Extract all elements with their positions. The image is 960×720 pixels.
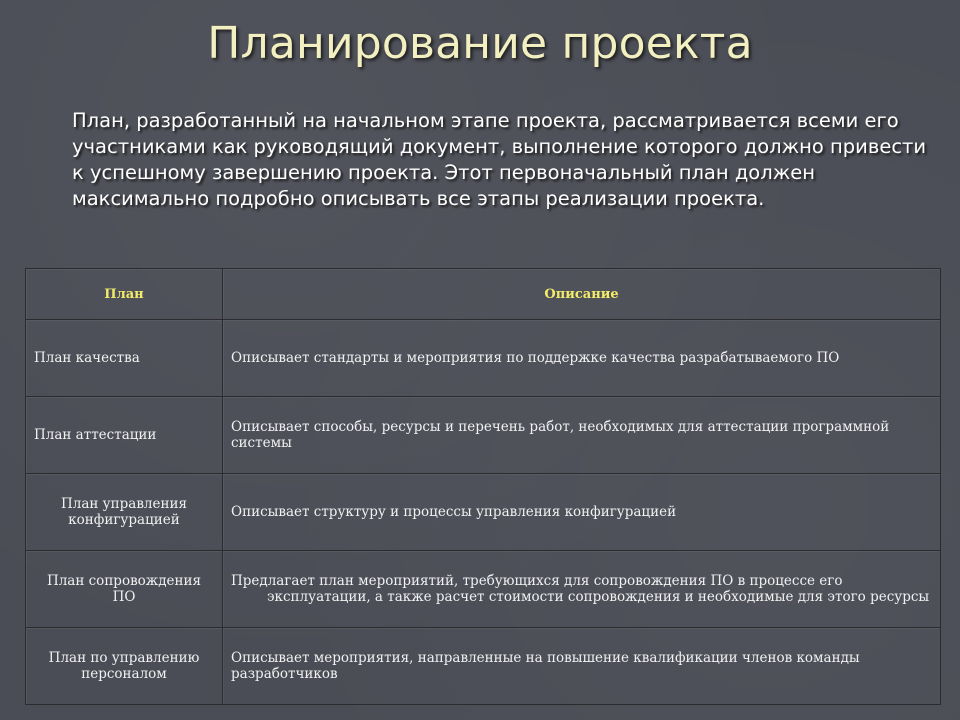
- table-row: [26, 397, 941, 474]
- row-plan-cell: [26, 474, 223, 551]
- table-row: [26, 474, 941, 551]
- header-plan: План: [26, 269, 223, 320]
- table-header-row: [26, 269, 941, 320]
- row-description-cell: [223, 474, 941, 551]
- header-description: Описание: [223, 269, 941, 320]
- row-plan-text: План сопровождения ПО: [46, 573, 202, 605]
- plans-table: [25, 268, 941, 705]
- row-description-text: Предлагает план мероприятий, требующихся для сопровождения ПО в процессе его эксплуатации, а также расчет стоимости сопровождения и необходимые для этого ресурсы: [231, 573, 930, 605]
- row-plan-cell: [26, 628, 223, 705]
- row-description-cell: [223, 397, 941, 474]
- row-description-cell: [223, 320, 941, 397]
- row-description-cell: [223, 551, 941, 628]
- slide-title: Планирование проекта: [207, 18, 753, 69]
- table-row: [26, 320, 941, 397]
- row-plan-cell: [26, 320, 223, 397]
- row-description-cell: [223, 628, 941, 705]
- row-description-text: Описывает стандарты и мероприятия по поддержке качества разрабатываемого ПО: [231, 350, 840, 366]
- row-plan-text: План качества: [34, 350, 140, 366]
- row-plan-cell: [26, 551, 223, 628]
- row-description-text: Описывает способы, ресурсы и перечень работ, необходимых для аттестации программной системы: [231, 419, 890, 451]
- row-plan-cell: [26, 397, 223, 474]
- row-description-text: Описывает структуру и процессы управления конфигурацией: [231, 504, 677, 520]
- row-description-text: Описывает мероприятия, направленные на повышение квалификации членов команды разработчиков: [231, 650, 860, 682]
- table-row: [26, 551, 941, 628]
- row-plan-text: План управления конфигурацией: [61, 496, 187, 528]
- intro-paragraph: План, разработанный на начальном этапе проекта, рассматривается всеми его участниками как руководящий документ, выполнение которого должно привести к успешному завершению проекта. Этот первоначальный план должен максимально подробно описывать все этапы реализации проекта.: [72, 109, 927, 210]
- table-row: [26, 628, 941, 705]
- row-plan-text: План по управлению персоналом: [48, 650, 200, 682]
- row-plan-text: План аттестации: [34, 427, 157, 443]
